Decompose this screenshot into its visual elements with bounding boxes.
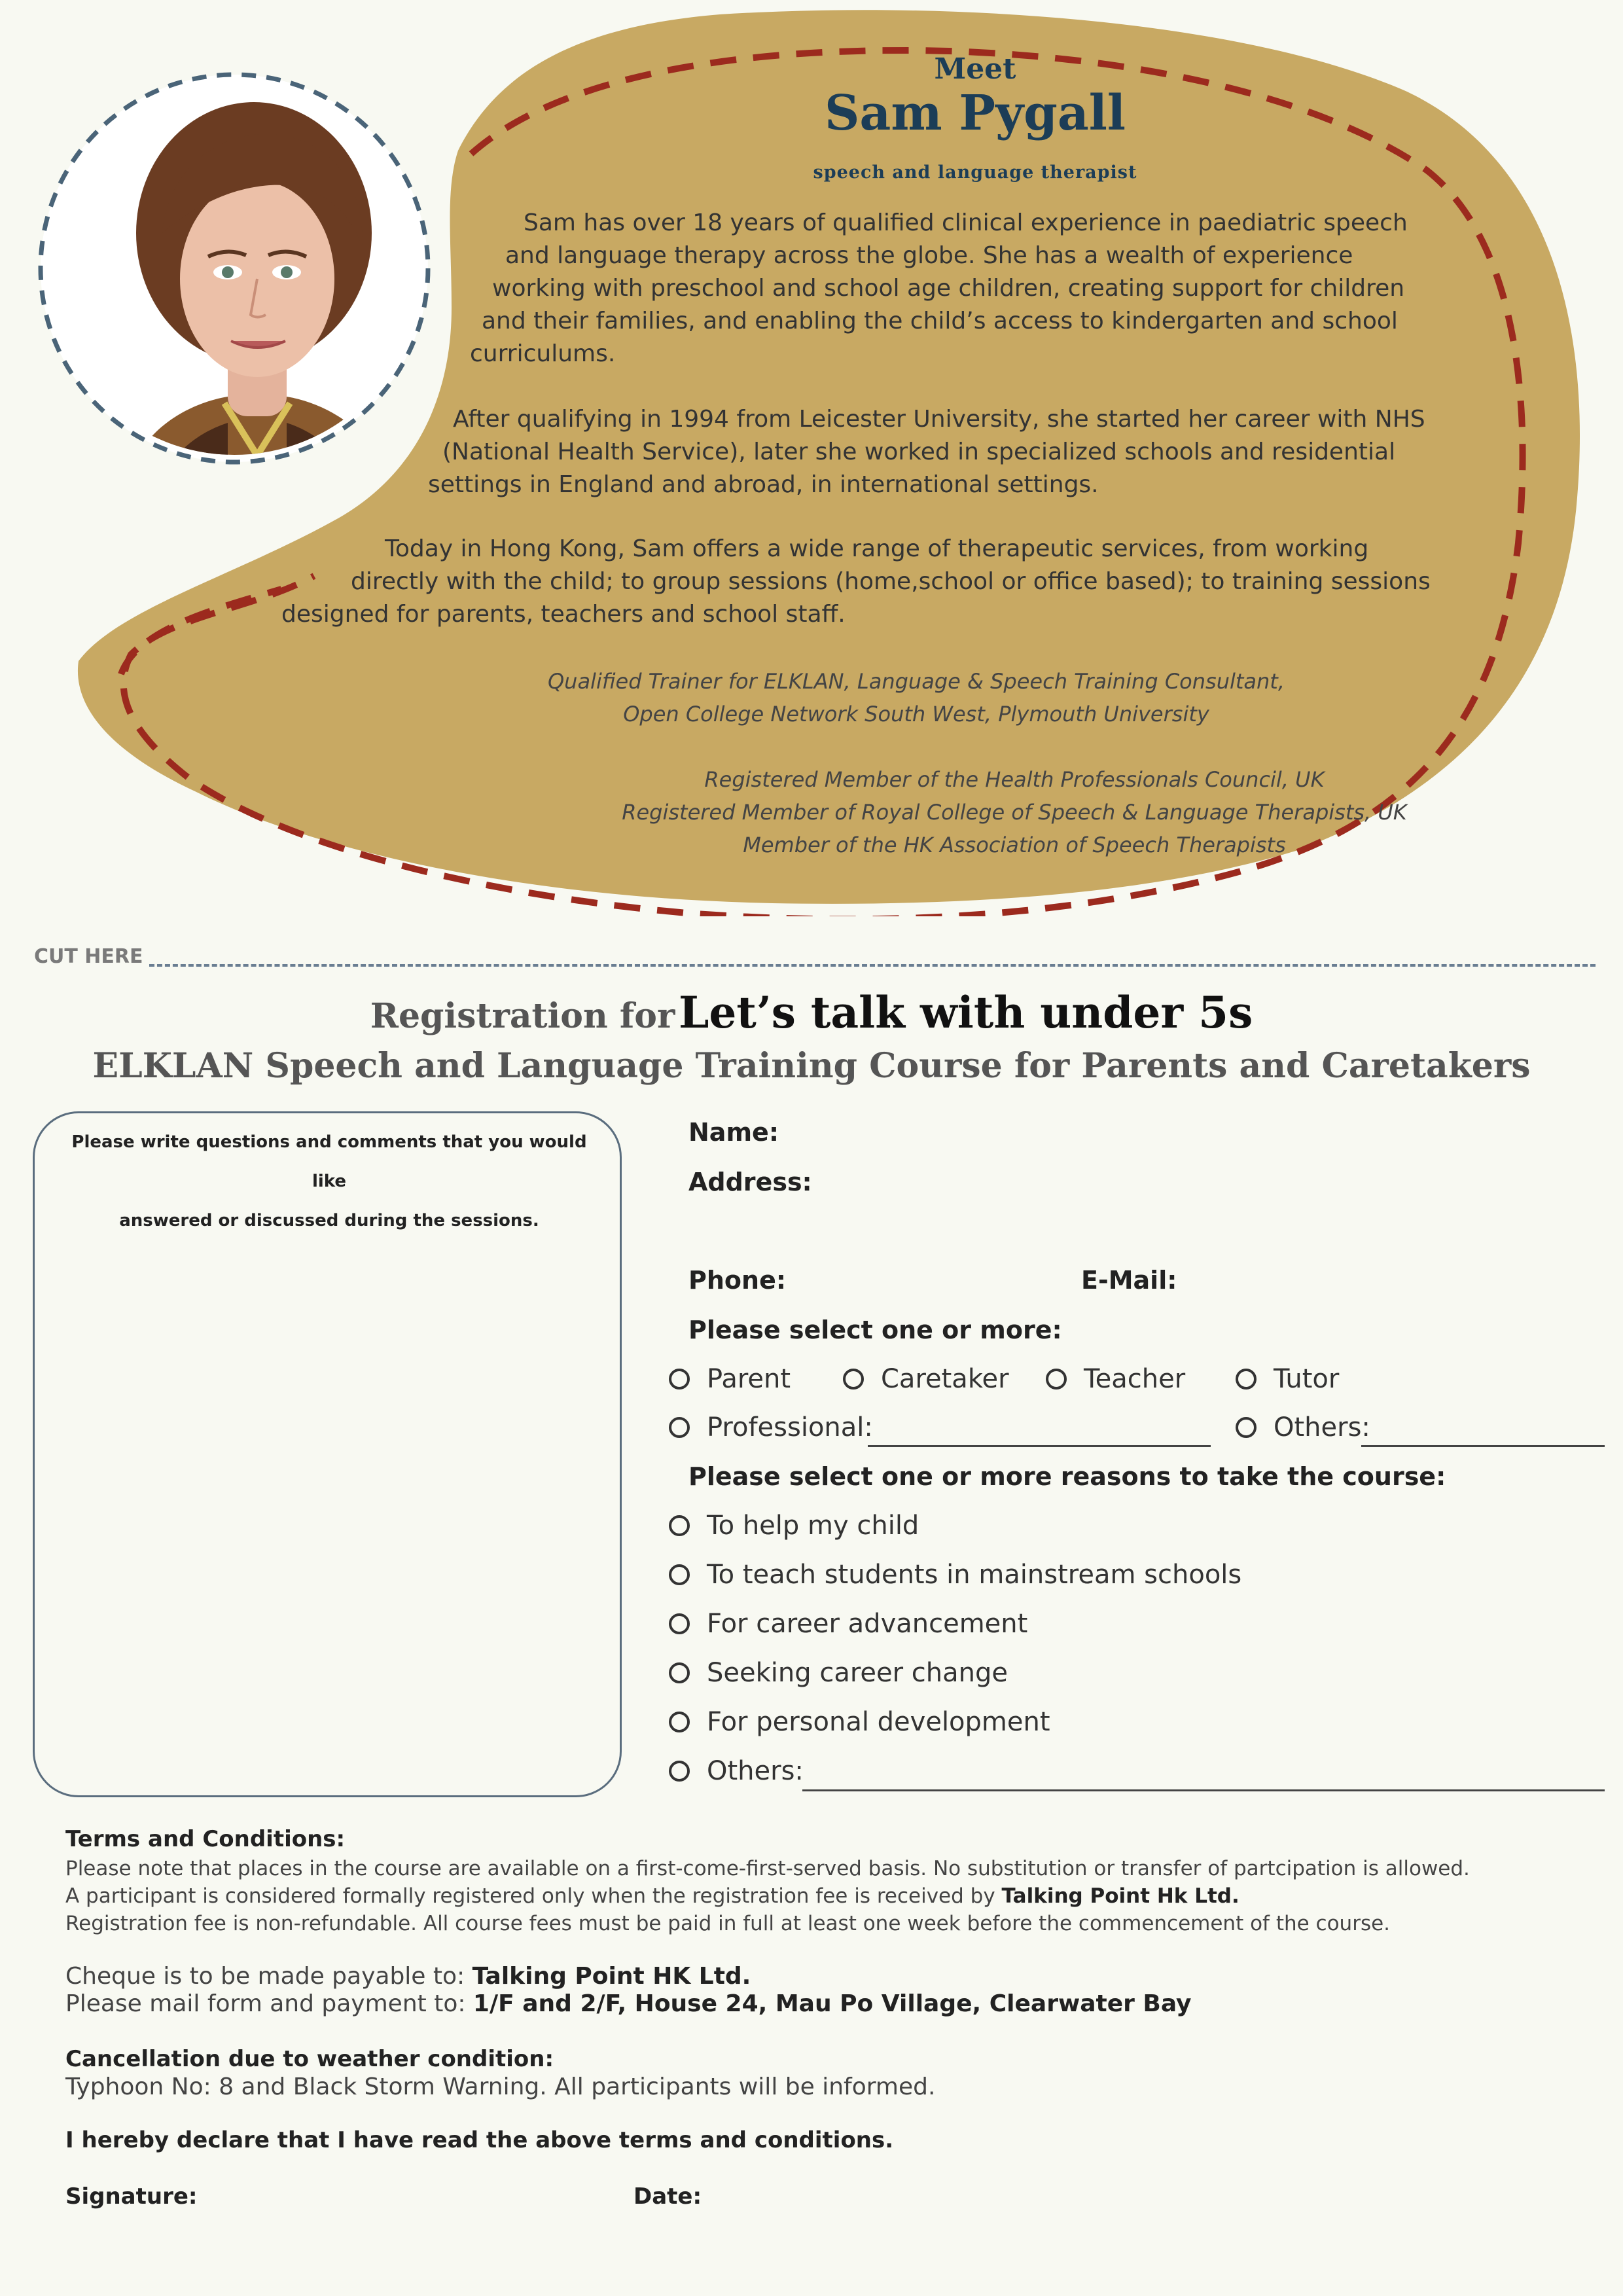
radio-circle-icon[interactable] [1046,1369,1067,1390]
email-field[interactable]: E-Mail: [1081,1266,1177,1295]
cheque-payee: Talking Point HK Ltd. [472,1963,751,1990]
comments-instruction-line: Please write questions and comments that you would like [71,1132,587,1191]
radio-circle-icon[interactable] [669,1613,690,1634]
date-field[interactable]: Date: [633,2183,702,2210]
terms-company-name: Talking Point Hk Ltd. [1001,1884,1240,1908]
role-option-others[interactable] [1236,1412,1370,1443]
therapist-role: speech and language therapist [813,162,1137,183]
reason-prompt: Please select one or more reasons to take the course: [688,1462,1446,1491]
payment-info [65,1963,1610,2018]
bio-line: directly with the child; to group sessions (home,school or office based); to training sessions [351,568,1431,595]
mail-line [65,1990,1610,2018]
role-option-label: Others: [1274,1412,1370,1443]
role-option-caretaker[interactable] [843,1364,1009,1394]
signature-field[interactable]: Signature: [65,2183,198,2210]
cancellation-heading: Cancellation due to weather condition: [65,2046,554,2072]
role-option-tutor[interactable] [1236,1364,1339,1394]
credentials-block-1 [458,665,1374,730]
role-others-input-line[interactable] [1361,1444,1605,1447]
radio-circle-icon[interactable] [669,1369,690,1390]
terms-line: Registration fee is non-refundable. All course fees must be paid in full at least one week before the commencement of the course. [65,1912,1391,1935]
registration-title [0,987,1623,1038]
reason-others-input-line[interactable] [802,1788,1605,1791]
cut-dashed-line [149,964,1596,967]
terms-line: Please note that places in the course are available on a first-come-first-served basis. No substitution or transfer of partcipation is allowed. [65,1857,1470,1880]
bio-paragraph-3 [0,533,1623,631]
reason-option-label: To teach students in mainstream schools [707,1560,1242,1590]
credential-line: Member of the HK Association of Speech Therapists [743,833,1286,857]
phone-field[interactable]: Phone: [688,1266,787,1295]
reason-option-label: Others: [707,1756,804,1786]
radio-circle-icon[interactable] [669,1662,690,1683]
role-option-label: Professional: [707,1412,873,1443]
name-field[interactable]: Name: [688,1118,779,1147]
radio-circle-icon[interactable] [669,1564,690,1585]
address-field[interactable]: Address: [688,1168,812,1196]
radio-circle-icon[interactable] [669,1761,690,1782]
reason-option-label: Seeking career change [707,1658,1008,1688]
credential-line: Qualified Trainer for ELKLAN, Language & Speech Training Consultant, [547,669,1285,694]
reason-option-others[interactable] [669,1756,804,1786]
registration-subtitle: ELKLAN Speech and Language Training Course for Parents and Caretakers [92,1046,1531,1086]
reason-option-career-advancement[interactable] [669,1609,1027,1639]
role-option-label: Teacher [1084,1364,1186,1394]
bio-paragraph-1 [0,207,1623,370]
role-option-teacher[interactable] [1046,1364,1185,1394]
reason-option-label: For personal development [707,1707,1050,1737]
radio-circle-icon[interactable] [669,1417,690,1438]
role-option-professional[interactable] [669,1412,873,1443]
terms-line [65,1882,1610,1910]
reason-option-help-child[interactable] [669,1511,919,1541]
professional-input-line[interactable] [868,1444,1211,1447]
comments-textarea[interactable] [33,1111,622,1797]
reason-option-personal-development[interactable] [669,1707,1050,1737]
reason-option-label: For career advancement [707,1609,1028,1639]
bio-line: and language therapy across the globe. She has a wealth of experience [505,242,1353,269]
role-option-label: Parent [707,1364,791,1394]
reason-option-career-change[interactable] [669,1658,1008,1688]
role-option-parent[interactable] [669,1364,791,1394]
mail-label: Please mail form and payment to: [65,1990,473,2017]
registration-title-prefix: Registration for [370,996,675,1036]
bio-line: (National Health Service), later she worked in specialized schools and residential [442,439,1396,465]
terms-line-text: A participant is considered formally registered only when the registration fee is received by [65,1884,1002,1908]
radio-circle-icon[interactable] [843,1369,864,1390]
credential-line: Open College Network South West, Plymouth University [623,702,1209,726]
terms-heading: Terms and Conditions: [65,1826,346,1852]
therapist-name: Sam Pygall [824,85,1126,141]
course-title: Let’s talk with under 5s [678,987,1253,1038]
credential-line: Registered Member of the Health Professionals Council, UK [704,767,1325,792]
credentials-block-2 [524,763,1505,861]
declaration-text: I hereby declare that I have read the above terms and conditions. [65,2127,894,2153]
radio-circle-icon[interactable] [669,1515,690,1536]
role-prompt: Please select one or more: [688,1316,1062,1344]
role-option-label: Tutor [1274,1364,1340,1394]
cancellation-text: Typhoon No: 8 and Black Storm Warning. All participants will be informed. [65,2073,936,2100]
bio-line: and their families, and enabling the child’s access to kindergarten and school [482,308,1398,334]
credential-line: Registered Member of Royal College of Speech & Language Therapists, UK [622,800,1407,825]
bio-line: Sam has over 18 years of qualified clinical experience in paediatric speech [524,209,1408,236]
terms-body [65,1855,1610,1937]
bio-line: designed for parents, teachers and school staff. [281,601,846,628]
radio-circle-icon[interactable] [669,1712,690,1732]
radio-circle-icon[interactable] [1236,1417,1257,1438]
role-option-label: Caretaker [881,1364,1009,1394]
bio-line: curriculums. [470,340,616,367]
bio-line: After qualifying in 1994 from Leicester University, she started her career with NHS [453,406,1425,433]
mail-address: 1/F and 2/F, House 24, Mau Po Village, Clearwater Bay [473,1990,1192,2017]
bio-line: working with preschool and school age children, creating support for children [492,275,1405,302]
comments-instructions [54,1122,604,1240]
cheque-label: Cheque is to be made payable to: [65,1963,473,1990]
comments-instruction-line: answered or discussed during the sessions. [119,1211,539,1230]
radio-circle-icon[interactable] [1236,1369,1257,1390]
meet-heading: Meet [934,52,1016,86]
bio-line: Today in Hong Kong, Sam offers a wide range of therapeutic services, from working [385,535,1369,562]
reason-option-teach-students[interactable] [669,1560,1241,1590]
bio-paragraph-2 [0,403,1623,501]
cheque-line [65,1963,1610,1990]
reason-option-label: To help my child [707,1511,919,1541]
bio-line: settings in England and abroad, in international settings. [428,471,1099,498]
cut-here-label: CUT HERE [34,945,143,968]
